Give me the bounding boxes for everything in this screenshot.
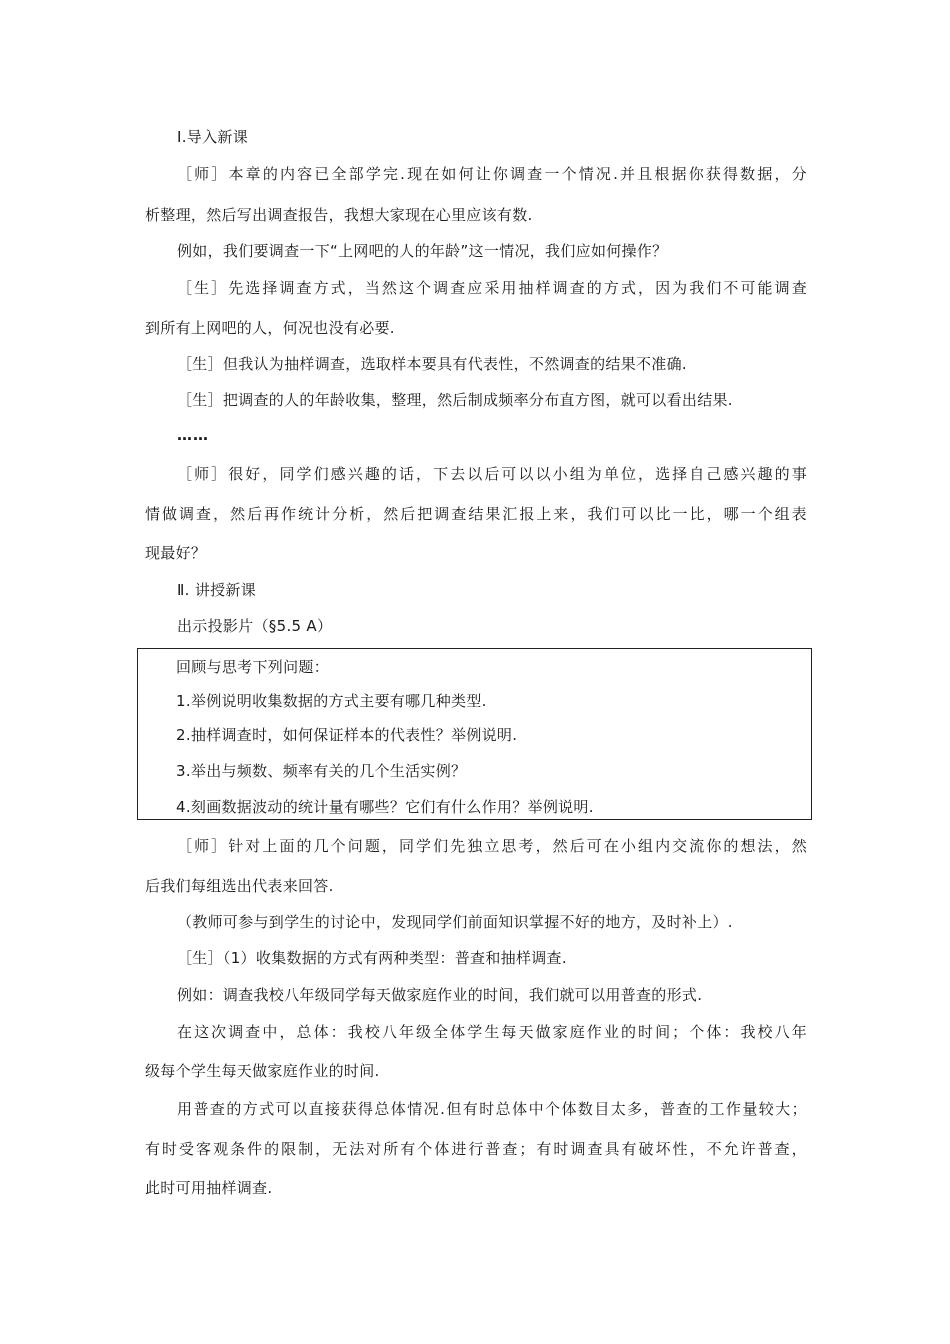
question-item: 1.举例说明收集数据的方式主要有哪几种类型. — [176, 692, 487, 710]
paragraph-line: 后我们每组选出代表来回答. — [145, 877, 334, 895]
paragraph-line: 例如，我们要调查一下“上网吧的人的年龄”这一情况，我们应如何操作？ — [177, 242, 668, 260]
paragraph-line: ［师］针对上面的几个问题，同学们先独立思考，然后可在小组内交流你的想法，然 — [177, 837, 807, 855]
section-heading-intro: Ⅰ.导入新课 — [177, 128, 248, 146]
slide-intro: 出示投影片（§5.5 A） — [177, 617, 333, 635]
question-item: 3.举出与频数、频率有关的几个生活实例？ — [176, 762, 467, 780]
paragraph-line: 析整理，然后写出调查报告，我想大家现在心里应该有数. — [145, 206, 533, 224]
paragraph-line: 级每个学生每天做家庭作业的时间. — [145, 1062, 380, 1080]
paragraph-line: ［师］本章的内容已全部学完.现在如何让你调查一个情况.并且根据你获得数据，分 — [177, 165, 807, 183]
paragraph-line: ［生］但我认为抽样调查，选取样本要具有代表性，不然调查的结果不准确. — [177, 355, 687, 373]
question-item: 4.刻画数据波动的统计量有哪些？它们有什么作用？举例说明. — [176, 798, 594, 816]
paragraph-line: （教师可参与到学生的讨论中，发现同学们前面知识掌握不好的地方，及时补上）. — [177, 913, 733, 931]
box-title: 回顾与思考下列问题： — [176, 658, 330, 676]
paragraph-line: ［师］很好，同学们感兴趣的话，下去以后可以以小组为单位，选择自己感兴趣的事 — [177, 465, 807, 483]
paragraph-line: 有时受客观条件的限制，无法对所有个体进行普查；有时调查具有破坏性，不允许普查， — [145, 1140, 807, 1158]
review-questions-box — [137, 648, 812, 820]
paragraph-line: 例如：调查我校八年级同学每天做家庭作业的时间，我们就可以用普查的形式. — [177, 986, 703, 1004]
paragraph-line: ［生］先选择调查方式，当然这个调查应采用抽样调查的方式，因为我们不可能调查 — [177, 279, 807, 297]
paragraph-line: 在这次调查中，总体：我校八年级全体学生每天做家庭作业的时间；个体：我校八年 — [177, 1023, 807, 1041]
paragraph-line: 用普查的方式可以直接获得总体情况.但有时总体中个体数目太多，普查的工作量较大； — [177, 1100, 807, 1118]
paragraph-line: 到所有上网吧的人，何况也没有必要. — [145, 319, 395, 337]
paragraph-line: ［生］把调查的人的年龄收集，整理，然后制成频率分布直方图，就可以看出结果. — [177, 391, 733, 409]
paragraph-line: 此时可用抽样调查. — [145, 1179, 273, 1197]
paragraph-line: 情做调查，然后再作统计分析，然后把调查结果汇报上来，我们可以比一比，哪一个组表 — [145, 505, 807, 523]
section-heading-lesson: Ⅱ. 讲授新课 — [177, 581, 257, 599]
question-item: 2.抽样调查时，如何保证样本的代表性？举例说明. — [176, 726, 518, 744]
paragraph-line: 现最好？ — [145, 544, 207, 562]
ellipsis: …… — [177, 426, 209, 444]
paragraph-line: ［生］（1）收集数据的方式有两种类型：普查和抽样调查. — [177, 949, 567, 967]
